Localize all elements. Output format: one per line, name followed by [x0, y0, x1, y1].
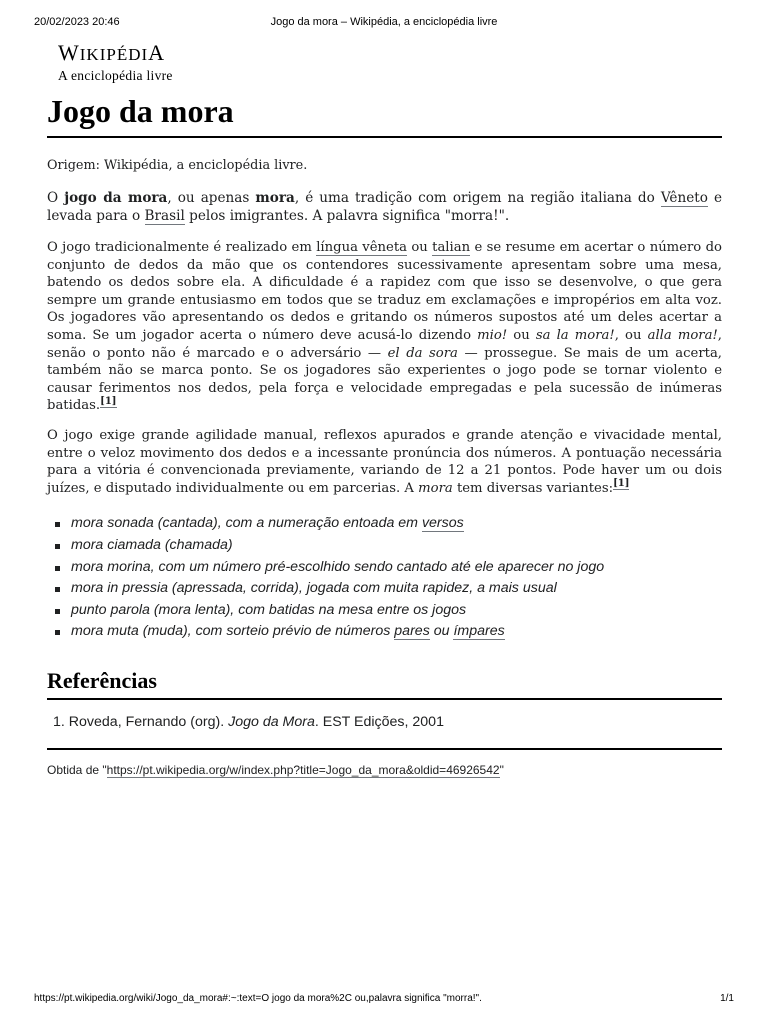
page-title: Jogo da mora	[47, 92, 722, 138]
reference-item: 1. Roveda, Fernando (org). Jogo da Mora. EST Edições, 2001	[53, 713, 444, 730]
print-header	[0, 16, 768, 30]
link-veneto[interactable]: Vêneto	[660, 190, 708, 206]
list-item: punto parola (mora lenta), com batidas na mesa entre os jogos	[55, 600, 722, 622]
link-lingua-veneta[interactable]: língua vêneta	[316, 240, 407, 255]
paragraph-rules: O jogo tradicionalmente é realizado em língua vêneta ou talian e se resume em acertar o número do conjunto de dedos da mão que os contendores sucessivamente apresentam sobre uma mesa, batendo os dedos sobre ela. A dificuldade é a rapidez com que isso se desenvolve, o que gera sempre um grande entusiasmo em todos que se traduz em exclamações e impropérios em alta voz. Os jogadores vão apresentando os dedos e gritando os números supostos até um deles acertar a soma. Se um jogador acerta o número deve acusá-lo dizendo mio! ou sa la mora!, ou alla mora!, senão o ponto não é marcado e o adversário — el da sora — prossegue. Se mais de um acerta, também não se marca ponto. Se os jogadores são experientes o jogo pode se tornar violento e causar ferimentos nos dedos, pela força e velocidade empregadas e pela sucessão de inúmeras batidas.[1]	[47, 240, 723, 414]
permanent-link[interactable]: https://pt.wikipedia.org/w/index.php?title=Jogo_da_mora&oldid=46926542	[106, 762, 500, 777]
link-impares[interactable]: ímpares	[453, 623, 505, 640]
list-item: mora morina, com um número pré-escolhido sendo cantado até ele aparecer no jogo	[55, 557, 722, 579]
list-item: mora muta (muda), com sorteio prévio de números pares ou ímpares	[55, 621, 722, 643]
divider	[47, 748, 722, 750]
logo-wordmark: WIKIPÉDIA	[58, 40, 166, 65]
retrieved-from: Obtida de "https://pt.wikipedia.org/w/index.php?title=Jogo_da_mora&oldid=46926542"	[47, 762, 504, 777]
link-versos[interactable]: versos	[421, 515, 464, 532]
page-number: 1/1	[720, 993, 734, 1004]
print-url: https://pt.wikipedia.org/wiki/Jogo_da_mora#:~:text=O jogo da mora%2C ou,palavra significa "morra!".	[34, 993, 482, 1004]
logo-tagline: A enciclopédia livre	[58, 68, 173, 83]
list-item: mora ciamada (chamada)	[55, 535, 722, 557]
article-content	[47, 92, 722, 778]
reference-link-1[interactable]: [1]	[100, 395, 117, 407]
print-date: 20/02/2023 20:46	[34, 16, 120, 28]
list-item: mora sonada (cantada), com a numeração entoada em versos	[55, 513, 722, 535]
wikipedia-logo[interactable]	[58, 42, 173, 84]
link-pares[interactable]: pares	[394, 623, 430, 640]
print-footer	[0, 993, 768, 1007]
site-subtitle: Origem: Wikipédia, a enciclopédia livre.	[47, 158, 308, 173]
lead-paragraph: O jogo da mora, ou apenas mora, é uma tradição com origem na região italiana do Vêneto e levada para o Brasil pelos imigrantes. A palavra significa "morra!".	[47, 190, 722, 224]
link-brasil[interactable]: Brasil	[144, 208, 185, 224]
link-talian[interactable]: talian	[432, 240, 471, 255]
paragraph-skills: O jogo exige grande agilidade manual, reflexos apurados e grande atenção e vivacidade mental, entre o veloz movimento dos dedos e a incessante pronúncia dos números. A pontuação necessária para a vitória é convencionada previamente, variando de 12 a 21 pontos. Pode haver um ou dois juízes, e disputado individualmente ou em parcerias. A mora tem diversas variantes:[1]	[47, 427, 722, 496]
print-title: Jogo da mora – Wikipédia, a enciclopédia livre	[270, 16, 498, 28]
list-item: mora in pressia (apressada, corrida), jogada com muita rapidez, a mais usual	[55, 578, 722, 600]
variants-list	[47, 513, 722, 643]
references-heading: Referências	[47, 667, 722, 700]
references-list	[47, 712, 722, 732]
reference-link-1[interactable]: [1]	[613, 478, 630, 490]
